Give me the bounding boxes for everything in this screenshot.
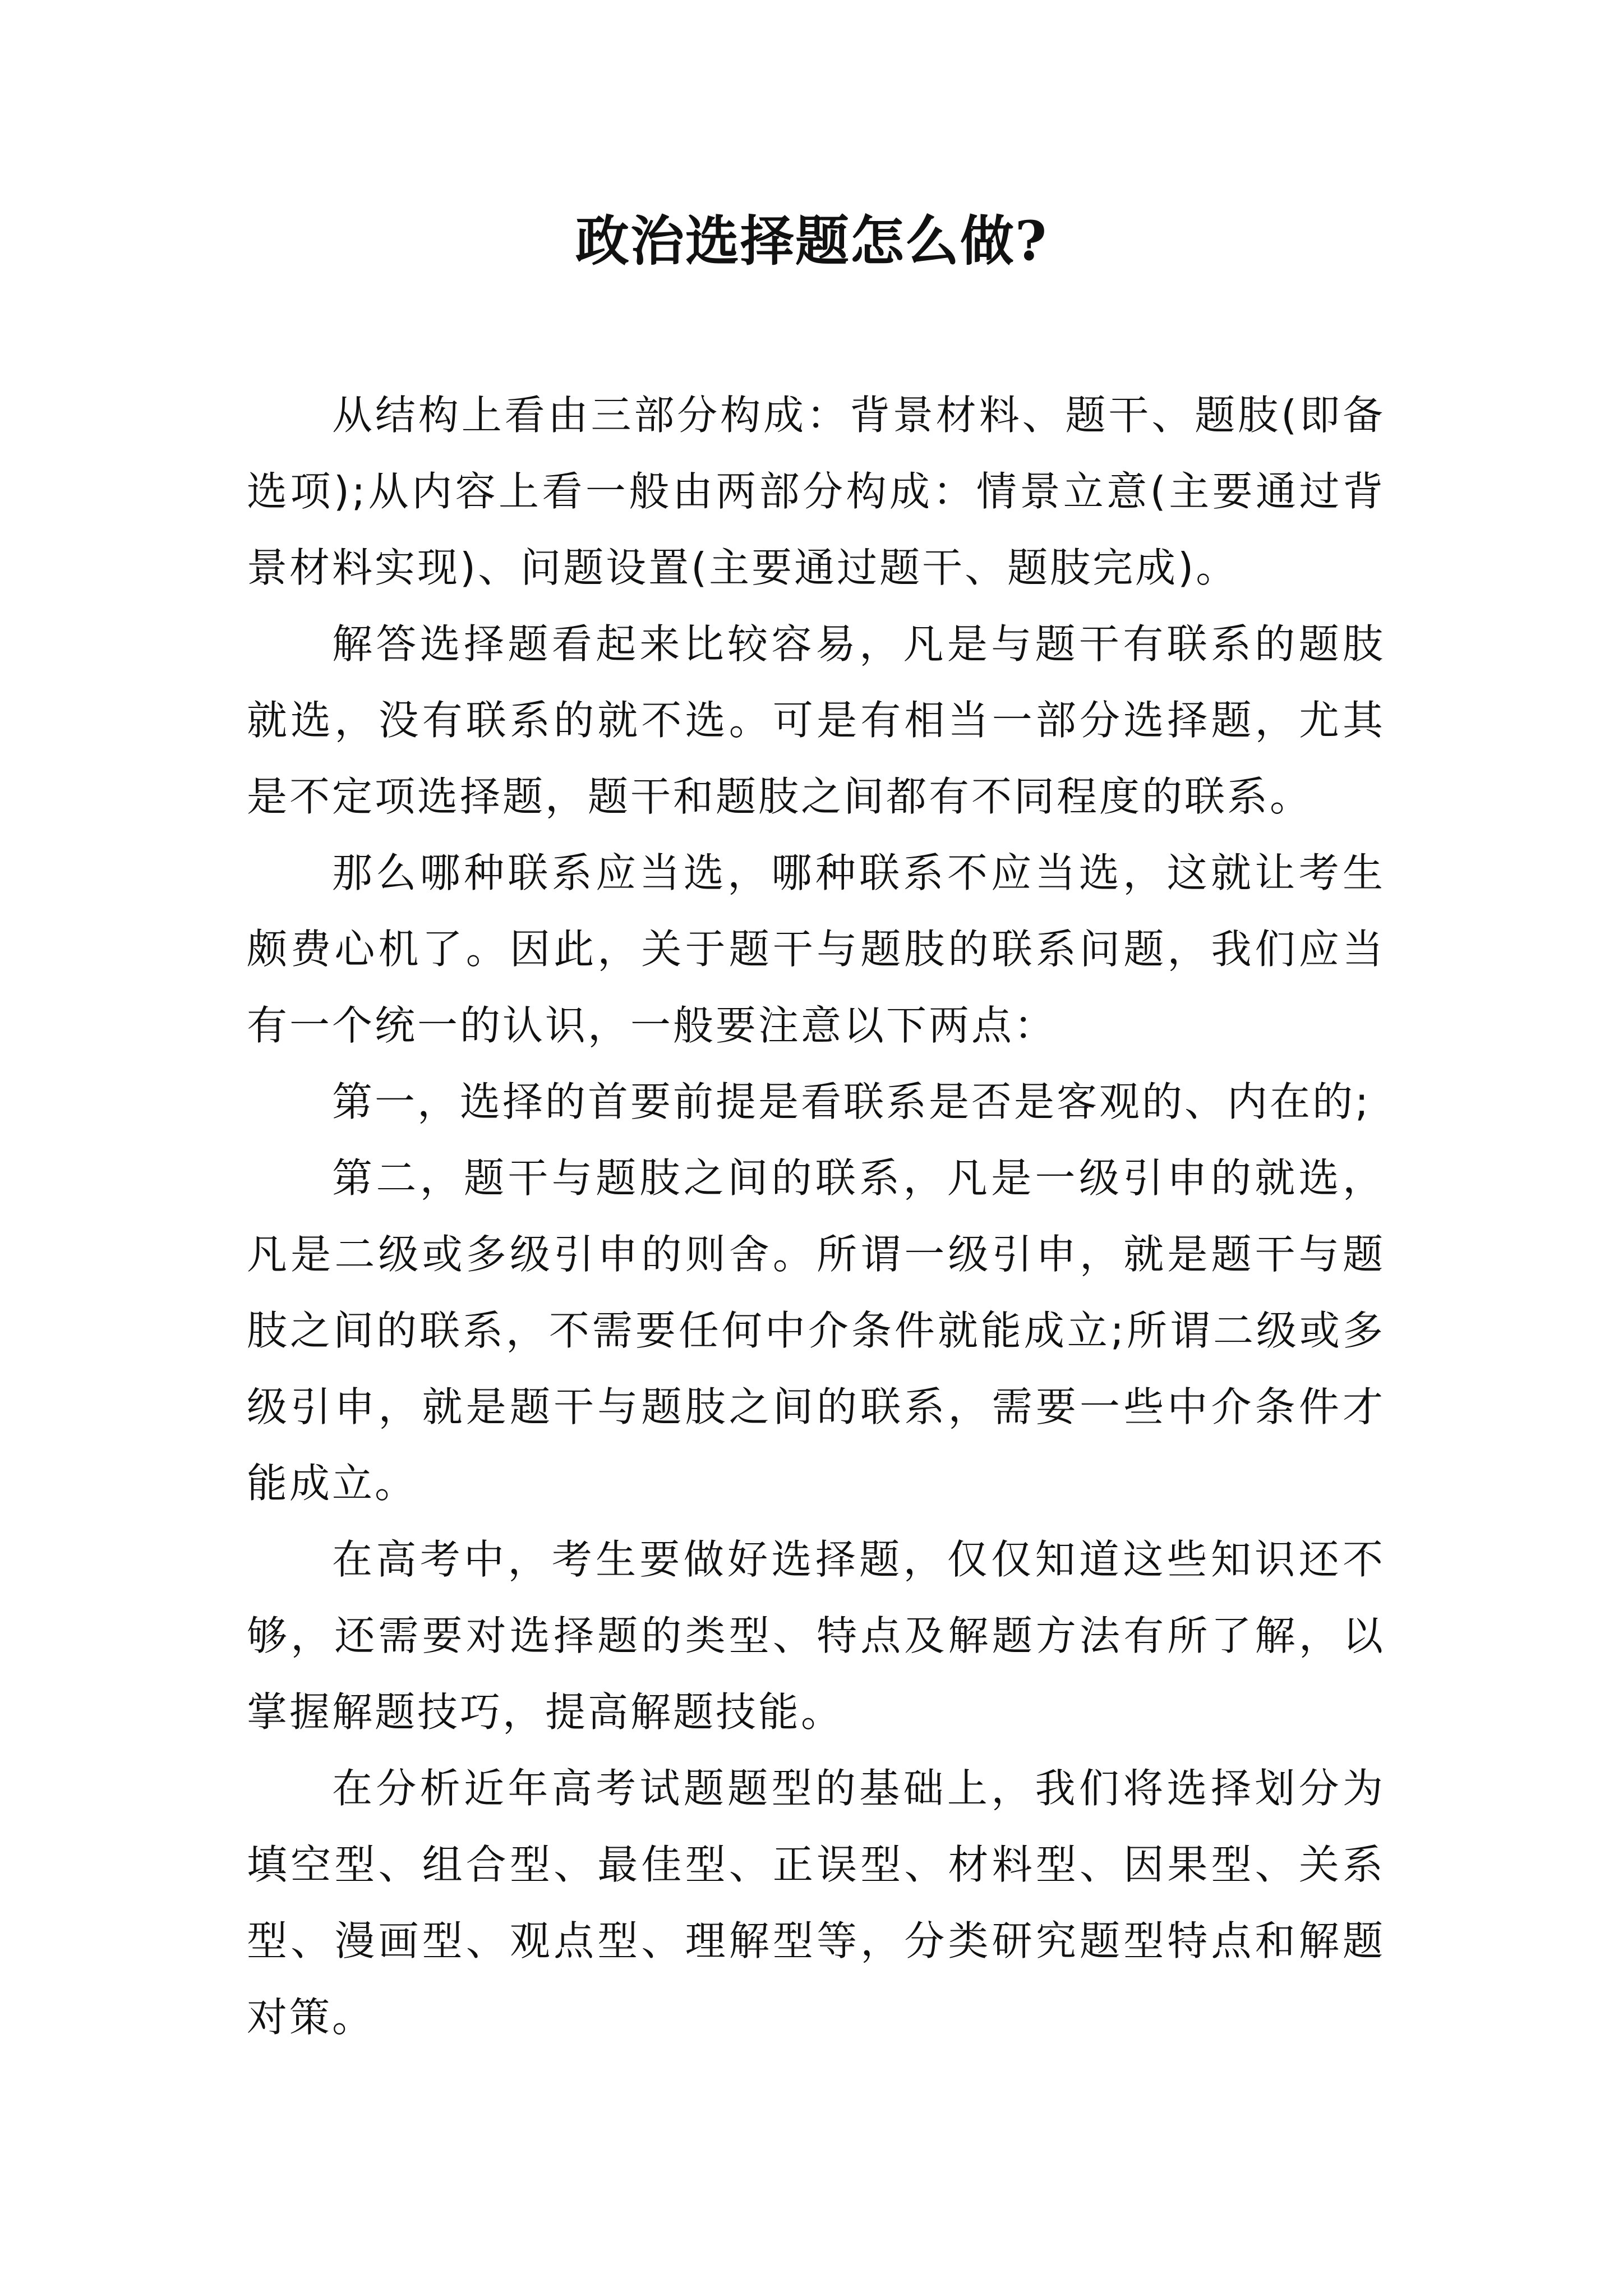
paragraph-point-two: 第二，题干与题肢之间的联系，凡是一级引申的就选，凡是二级或多级引申的则舍。所谓一级引申，就是题干与题肢之间的联系，不需要任何中介条件就能成立;所谓二级或多级引申，就是题干与题肢之间的联系，需要一些中介条件才能成立。 bbox=[247, 1154, 1385, 1507]
paragraph-structure: 从结构上看由三部分构成：背景材料、题干、题肢(即备选项);从内容上看一般由两部分构成：情景立意(主要通过背景材料实现)、问题设置(主要通过题干、题肢完成)。 bbox=[247, 392, 1385, 591]
paragraph-point-one: 第一，选择的首要前提是看联系是否是客观的、内在的; bbox=[332, 1078, 1371, 1125]
paragraph-answering: 解答选择题看起来比较容易，凡是与题干有联系的题肢就选，没有联系的就不选。可是有相当一部分选择题，尤其是不定项选择题，题干和题肢之间都有不同程度的联系。 bbox=[247, 620, 1385, 820]
paragraph-gaokao: 在高考中，考生要做好选择题，仅仅知道这些知识还不够，还需要对选择题的类型、特点及解题方法有所了解，以掌握解题技巧，提高解题技能。 bbox=[247, 1536, 1385, 1736]
paragraph-which-to-choose: 那么哪种联系应当选，哪种联系不应当选，这就让考生颇费心机了。因此，关于题干与题肢的联系问题，我们应当有一个统一的认识，一般要注意以下两点： bbox=[247, 849, 1385, 1049]
document-body bbox=[247, 377, 1385, 2055]
paragraph-question-types: 在分析近年高考试题题型的基础上，我们将选择划分为填空型、组合型、最佳型、正误型、材料型、因果型、关系型、漫画型、观点型、理解型等，分类研究题型特点和解题对策。 bbox=[247, 1765, 1385, 2041]
document-title: 政治选择题怎么做? bbox=[575, 209, 1048, 273]
